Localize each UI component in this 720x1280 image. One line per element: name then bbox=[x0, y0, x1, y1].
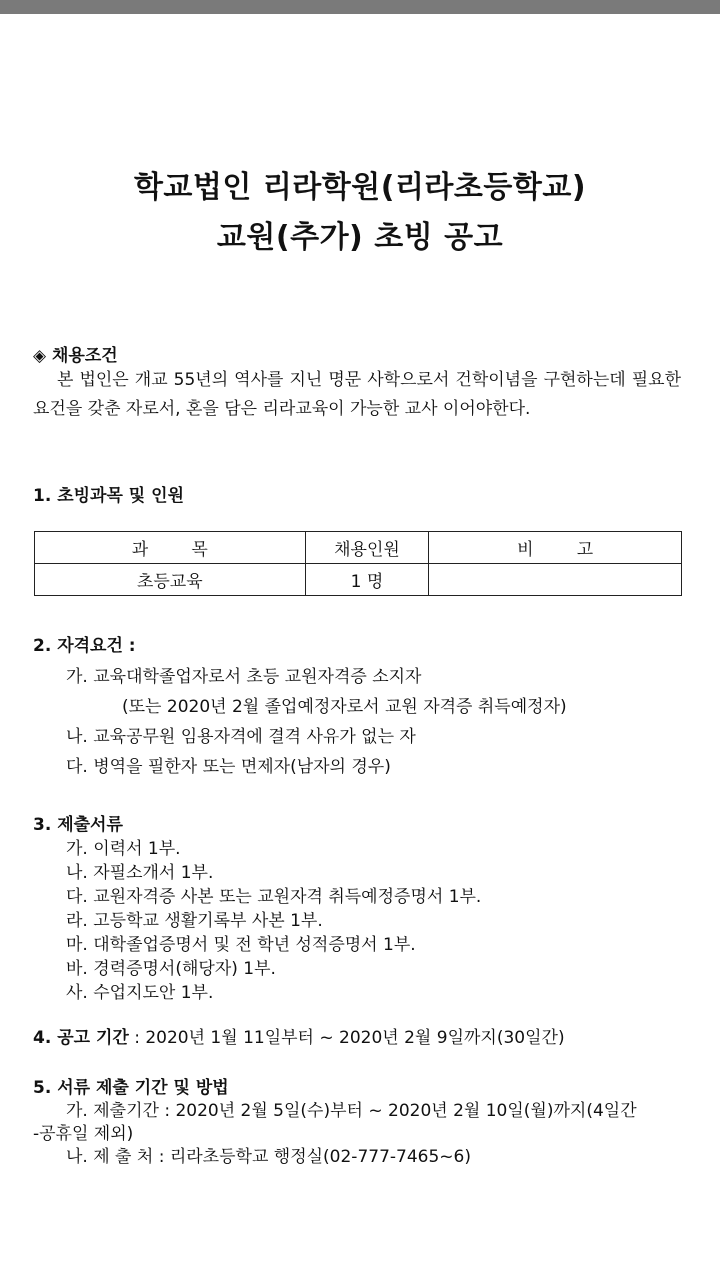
submission-item: 나. 제 출 처 : 리라초등학교 행정실(02-777-7465~6) bbox=[66, 1147, 471, 1167]
document-item: 라. 고등학교 생활기록부 사본 1부. bbox=[66, 911, 323, 931]
document-item: 나. 자필소개서 1부. bbox=[66, 863, 214, 883]
qualification-item: (또는 2020년 2월 졸업예정자로서 교원 자격증 취득예정자) bbox=[122, 697, 567, 717]
table-row bbox=[35, 564, 682, 596]
document-item: 바. 경력증명서(해당자) 1부. bbox=[66, 959, 276, 979]
cell-subject: 초등교육 bbox=[35, 564, 306, 596]
header-headcount: 채용인원 bbox=[305, 532, 429, 564]
document-item: 마. 대학졸업증명서 및 전 학년 성적증명서 1부. bbox=[66, 935, 416, 955]
section3-heading: 3. 제출서류 bbox=[33, 815, 123, 835]
document-item: 사. 수업지도안 1부. bbox=[66, 983, 214, 1003]
posting-period: : 2020년 1월 11일부터 ~ 2020년 2월 9일까지(30일간) bbox=[128, 1028, 565, 1048]
section1-heading: 1. 초빙과목 및 인원 bbox=[33, 486, 184, 506]
header-subject: 과 목 bbox=[35, 532, 306, 564]
section5-heading: 5. 서류 제출 기간 및 방법 bbox=[33, 1078, 229, 1098]
status-bar bbox=[0, 0, 720, 14]
cell-remarks bbox=[429, 564, 682, 596]
conditions-body: 본 법인은 개교 55년의 역사를 지닌 명문 사학으로서 건학이념을 구현하는데 필요한 요건을 갖춘 자로서, 혼을 담은 리라교육이 가능한 교사 이어야한다. bbox=[33, 370, 681, 419]
qualification-item: 가. 교육대학졸업자로서 초등 교원자격증 소지자 bbox=[66, 667, 422, 687]
header-remarks: 비 고 bbox=[429, 532, 682, 564]
section4-line bbox=[33, 1023, 565, 1048]
section2-heading: 2. 자격요건 : bbox=[33, 636, 136, 656]
notice-title-line1: 학교법인 리라학원(리라초등학교) bbox=[133, 170, 587, 205]
submission-item: 가. 제출기간 : 2020년 2월 5일(수)부터 ~ 2020년 2월 10일(월)까지(4일간 bbox=[66, 1101, 637, 1121]
submission-item: -공휴일 제외) bbox=[33, 1124, 134, 1144]
recruitment-table bbox=[34, 531, 682, 596]
document-item: 다. 교원자격증 사본 또는 교원자격 취득예정증명서 1부. bbox=[66, 887, 482, 907]
conditions-heading: ◈ 채용조건 bbox=[33, 346, 118, 366]
cell-headcount: 1 명 bbox=[305, 564, 429, 596]
qualification-item: 나. 교육공무원 임용자격에 결격 사유가 없는 자 bbox=[66, 727, 416, 747]
document-item: 가. 이력서 1부. bbox=[66, 839, 181, 859]
qualification-item: 다. 병역을 필한자 또는 면제자(남자의 경우) bbox=[66, 757, 391, 777]
notice-title-line2: 교원(추가) 초빙 공고 bbox=[216, 220, 504, 255]
section4-heading: 4. 공고 기간 bbox=[33, 1028, 129, 1048]
table-header-row bbox=[35, 532, 682, 564]
